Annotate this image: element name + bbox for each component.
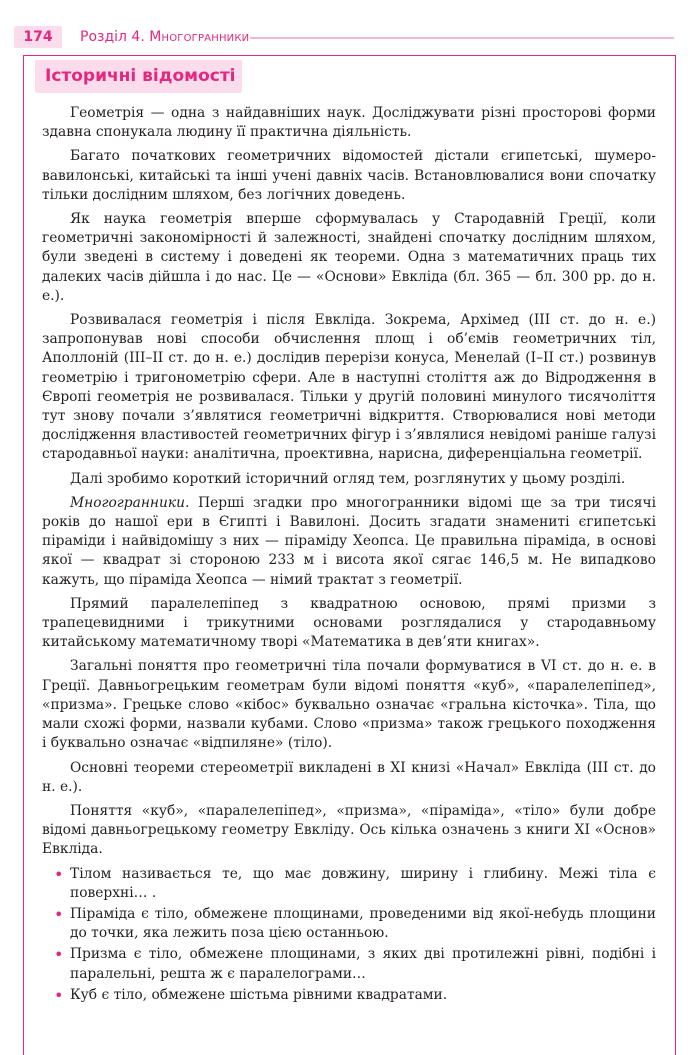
chapter-heading bbox=[80, 28, 249, 46]
page-number: 174 bbox=[14, 26, 62, 48]
chapter-label: Розділ 4. bbox=[80, 29, 145, 45]
list-item bbox=[42, 945, 656, 983]
running-head bbox=[14, 24, 674, 50]
list-item bbox=[42, 865, 656, 903]
chapter-title: Многогранники bbox=[149, 29, 250, 45]
paragraph: Основні теореми стереометрії викладені в XI книзі «Начал» Евкліда (III ст. до н. е.). bbox=[42, 759, 656, 795]
paragraph: Як наука геометрія вперше сформувалась у Стародавній Греції, коли геометричні закономірності й залежності, знайдені спочатку дослідним шляхом, були зведені в систему і доведені як теореми. Одна з математичних праць тих далеких часів дійшла і до нас. Це — «Основи» Евкліда (бл. 365 — бл. 300 рр. до н. е.). bbox=[42, 211, 656, 304]
bullet-icon: • bbox=[54, 904, 64, 924]
polyhedra-text: Перші згадки про многогранники відомі ще за три тисячі років до нашої ери в Єгипті і Вавилоні. Досить згадати знамениті єгипетські піраміди і найвідомішу з них — піраміду Хеопса. Це правильна піраміда, в основі якої — квадрат зі стороною 233 м і висота якої сягає 146,5 м. Не випадково кажуть, що піраміда Хеопса — німий трактат з геометрії. bbox=[42, 494, 657, 588]
paragraph-polyhedra bbox=[42, 494, 656, 590]
definition-text: Куб є тіло, обмежене шістьма рівними квадратами. bbox=[70, 986, 448, 1003]
polyhedra-lead: Многогранники. bbox=[70, 494, 190, 511]
bullet-icon: • bbox=[54, 945, 64, 965]
section-body bbox=[42, 104, 656, 1007]
header-rule bbox=[250, 37, 674, 39]
list-item bbox=[42, 905, 656, 943]
paragraph: Далі зробимо короткий історичний огляд тем, розглянутих у цьому розділі. bbox=[70, 470, 626, 487]
paragraph: Розвивалася геометрія і після Евкліда. Зокрема, Архімед (III ст. до н. е.) запропонував нові способи обчислення площ і об’ємів геометричних тіл, Аполлоній (III–II ст. до н. е.) дослідив перерізи конуса, Менелай (I–II ст.) розвинув геометрію і тригонометрію сфери. Але в наступні століття аж до Відродження в Європі геометрія не розвивалася. Тільки у другій половині минулого тисячоліття тут знову почали з’являтися геометричні відкриття. Створювалися нові методи дослідження властивостей геометричних фігур і з’являлися невідомі раніше галузі стародавньої науки: аналітична, проективна, нарисна, диференціальна геометрії. bbox=[42, 312, 656, 463]
paragraph: Поняття «куб», «паралелепіпед», «призма», «піраміда», «тіло» були добре відомі давньогрецькому геометру Евкліду. Ось кілька означень з книги XI «Основ» Евкліда. bbox=[42, 802, 656, 858]
bullet-icon: • bbox=[54, 985, 64, 1005]
definition-text: Призма є тіло, обмежене площинами, з яких дві протилежні рівні, подібні і паралельні, решта ж є паралелограми… bbox=[70, 946, 656, 982]
section-title: Історичні відомості bbox=[35, 60, 242, 93]
paragraph: Загальні поняття про геометричні тіла почали формуватися в VI ст. до н. е. в Греції. Давньогрецьким геометрам були відомі поняття «куб», «паралелепіпед», «призма». Грецьке слово «кібос» буквально означає «гральна кісточка». Тіла, що мали схожі форми, назвали кубами. Слово «призма» також грецького походження і буквально означає «відпиляне» (тіло). bbox=[42, 658, 656, 752]
paragraph: Багато початкових геометричних відомостей дістали єгипетські, шумеро-вавилонські, китайські та інші учені давніх часів. Встановлювалися вони спочатку тільки дослідним шляхом, без логічних доведень. bbox=[42, 148, 656, 203]
list-item bbox=[42, 986, 656, 1005]
bullet-icon: • bbox=[54, 864, 64, 884]
paragraph: Геометрія — одна з найдавніших наук. Досліджувати різні просторові форми здавна спонукала людину її практична діяльність. bbox=[42, 105, 656, 141]
paragraph: Прямий паралелепіпед з квадратною основою, прямі призми з трапецевидними і трикутними основами розглядалися у стародавньому китайському математичному творі «Математика в дев’яти книгах». bbox=[42, 595, 656, 651]
definitions-list bbox=[42, 865, 656, 1005]
definition-text: Тілом називається те, що має довжину, ширину і глибину. Межі тіла є поверхні… . bbox=[70, 865, 656, 901]
definition-text: Піраміда є тіло, обмежене площинами, проведеними від якої-небудь площини до точки, яка лежить поза цією останньою. bbox=[70, 905, 656, 942]
